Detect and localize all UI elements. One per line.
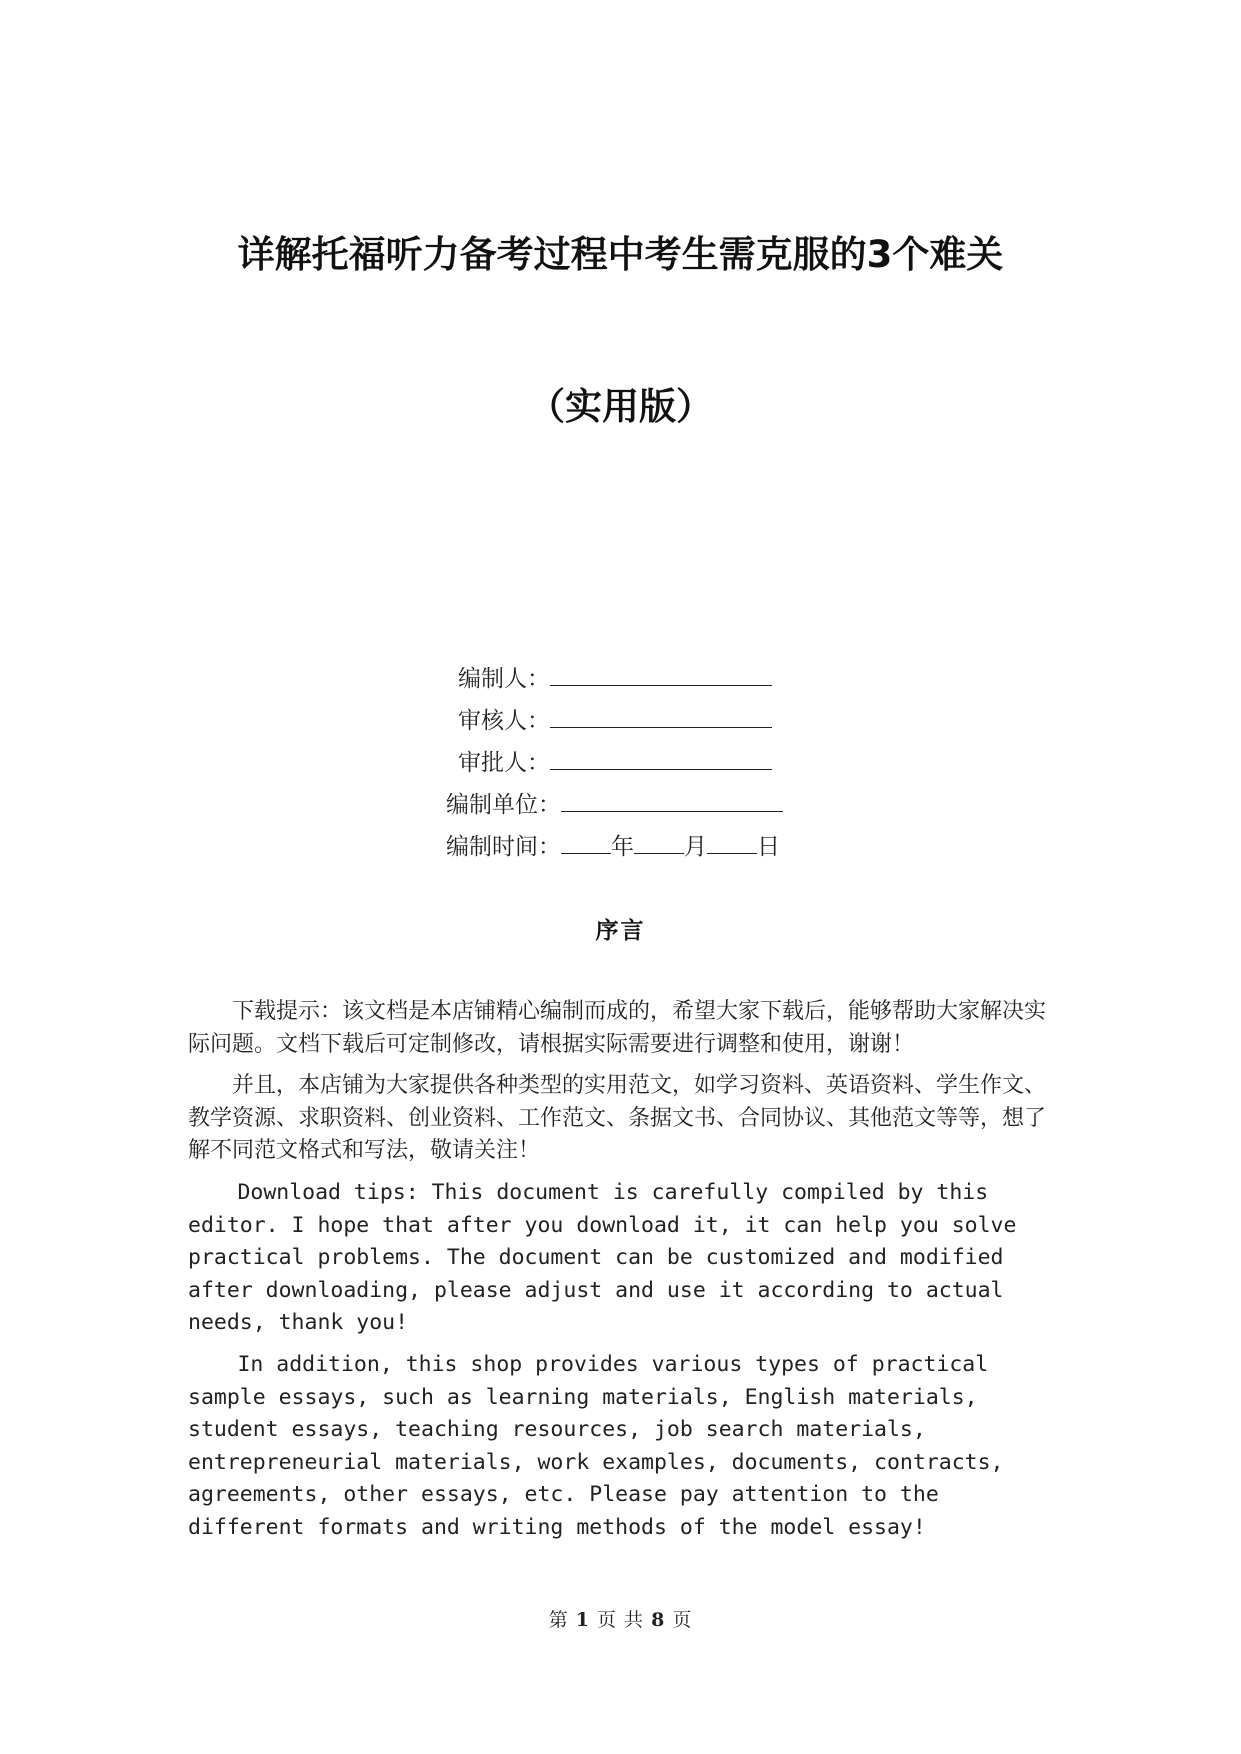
reviewer-blank[interactable]	[550, 707, 772, 728]
preface-title: 序言	[595, 918, 646, 944]
unit-blank[interactable]	[561, 791, 783, 812]
document-title: 详解托福听力备考过程中考生需克服的3个难关	[237, 233, 1004, 276]
document-subtitle: （实用版）	[528, 385, 713, 428]
preface-paragraph-4: In addition, this shop provides various types of practical sample essays, such as learning materials, English materials, student essays, teaching resources, job search materials, entrepreneurial materials, work examples, documents, contracts, agreements, other essays, etc. Please pay attention to the different formats and writing methods of the model essay!	[188, 1351, 1004, 1540]
footer-total-pages: 8	[651, 1609, 666, 1631]
preface-paragraph-2: 并且，本店铺为大家提供各种类型的实用范文，如学习资料、英语资料、学生作文、教学资源、求职资料、创业资料、工作范文、条据文书、合同协议、其他范文等等，想了解不同范文格式和写法，敬请关注！	[188, 1073, 1047, 1164]
preface-body	[188, 996, 1066, 1554]
preface-paragraph-3: Download tips: This document is carefully compiled by this editor. I hope that after you download it, it can help you solve practical problems. The document can be customized and modified after downloading, please adjust and use it according to actual needs, thank you!	[188, 1179, 1017, 1336]
approver-label: 审批人：	[458, 750, 550, 776]
month-blank[interactable]	[634, 833, 684, 854]
day-blank[interactable]	[707, 833, 757, 854]
compiler-blank[interactable]	[550, 665, 772, 686]
year-label: 年	[611, 834, 634, 860]
page-footer	[0, 1605, 1241, 1632]
month-label: 月	[684, 834, 707, 860]
unit-label: 编制单位：	[446, 792, 561, 818]
year-blank[interactable]	[561, 833, 611, 854]
preface-paragraph-1: 下载提示：该文档是本店铺精心编制而成的，希望大家下载后，能够帮助大家解决实际问题。文档下载后可定制修改，请根据实际需要进行调整和使用，谢谢！	[188, 999, 1047, 1057]
compiler-row	[458, 660, 772, 696]
day-label: 日	[757, 834, 780, 860]
footer-suffix: 页	[672, 1609, 693, 1631]
reviewer-row	[458, 702, 772, 738]
time-row	[446, 828, 780, 864]
approver-blank[interactable]	[550, 749, 772, 770]
footer-current-page: 1	[575, 1609, 590, 1631]
approver-row	[458, 744, 772, 780]
unit-row	[446, 786, 783, 822]
reviewer-label: 审核人：	[458, 708, 550, 734]
time-label: 编制时间：	[446, 834, 561, 860]
compiler-label: 编制人：	[458, 666, 550, 692]
footer-prefix: 第	[548, 1609, 569, 1631]
footer-middle: 页 共	[596, 1609, 645, 1631]
